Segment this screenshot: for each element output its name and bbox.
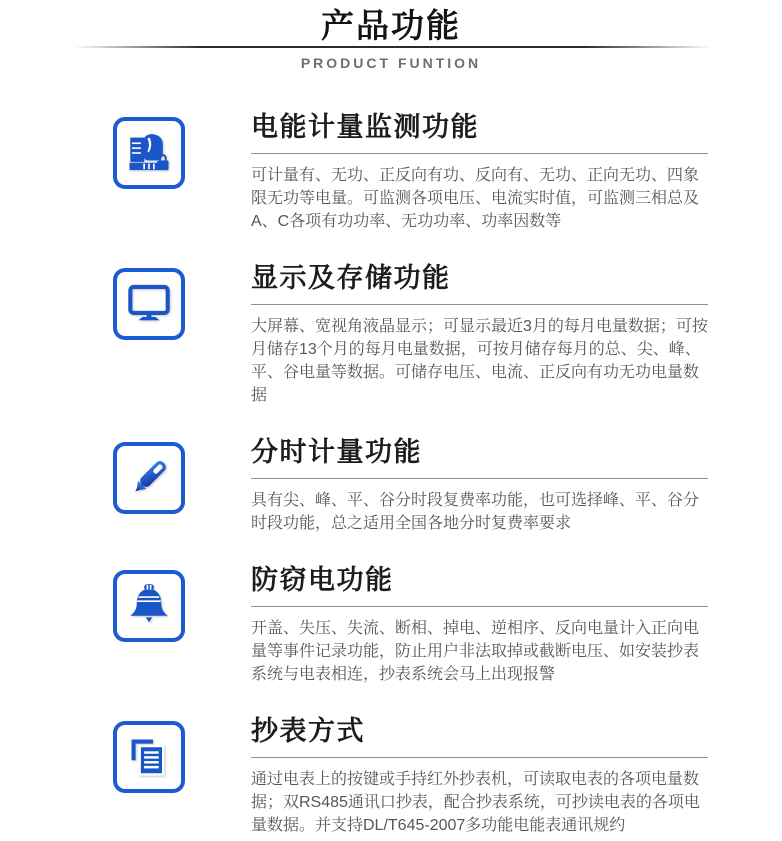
pen-icon (113, 442, 185, 514)
section-content (251, 715, 708, 837)
section-title-divider (251, 478, 708, 479)
section-title-divider (251, 757, 708, 758)
section-title: 显示及存储功能 (251, 263, 451, 293)
section-title: 分时计量功能 (251, 437, 422, 467)
section-content (251, 262, 708, 407)
section-display-storage (113, 262, 782, 407)
page-title (0, 6, 782, 46)
section-body: 大屏幕、宽视角液晶显示；可显示最近3月的每月电量数据；可按月储存13个月的每月电量数据，可按月储存每月的总、尖、峰、平、谷电量等数据。可储存电压、电流、正反向有功无功电量数据 (251, 318, 708, 404)
section-body: 具有尖、峰、平、谷分时段复费率功能，也可选择峰、平、谷分时段功能，总之适用全国各地分时复费率要求 (251, 492, 700, 532)
section-anti-theft (113, 564, 782, 686)
header-divider (74, 46, 712, 48)
page-title-bold: 功能 (391, 7, 461, 44)
section-content (251, 111, 708, 233)
section-title-divider (251, 304, 708, 305)
section-title: 抄表方式 (251, 716, 365, 746)
feature-sections (0, 71, 782, 837)
section-body: 通过电表上的按键或手持红外抄表机，可读取电表的各项电量数据；双RS485通讯口抄表，配合抄表系统，可抄读电表的各项电量数据。并支持DL/T645-2007多功能电能表通讯规约 (251, 771, 700, 834)
fist-energy-icon (113, 117, 185, 189)
section-title-divider (251, 606, 708, 607)
page-subtitle: PRODUCT FUNTION (300, 55, 482, 71)
section-content (251, 436, 708, 535)
section-title: 电能计量监测功能 (251, 112, 479, 142)
section-tou-metering (113, 436, 782, 535)
section-title-divider (251, 153, 708, 154)
section-meter-reading (113, 715, 782, 837)
section-body: 可计量有、无功、正反向有功、反向有、无功、正向无功、四象限无功等电量。可监测各项电压、电流实时值，可监测三相总及A、C各项有功功率、无功功率、功率因数等 (251, 167, 700, 230)
bell-icon (113, 570, 185, 642)
section-title: 防窃电功能 (251, 565, 394, 595)
section-energy-metering (113, 111, 782, 233)
monitor-icon (113, 268, 185, 340)
page-header (0, 0, 782, 71)
copy-documents-icon (113, 721, 185, 793)
section-body: 开盖、失压、失流、断相、掉电、逆相序、反向电量计入正向电量等事件记录功能，防止用户非法取掉或截断电压、如安装抄表系统与电表相连，抄表系统会马上出现报警 (251, 620, 700, 683)
page-title-light: 产品 (321, 7, 391, 44)
section-content (251, 564, 708, 686)
